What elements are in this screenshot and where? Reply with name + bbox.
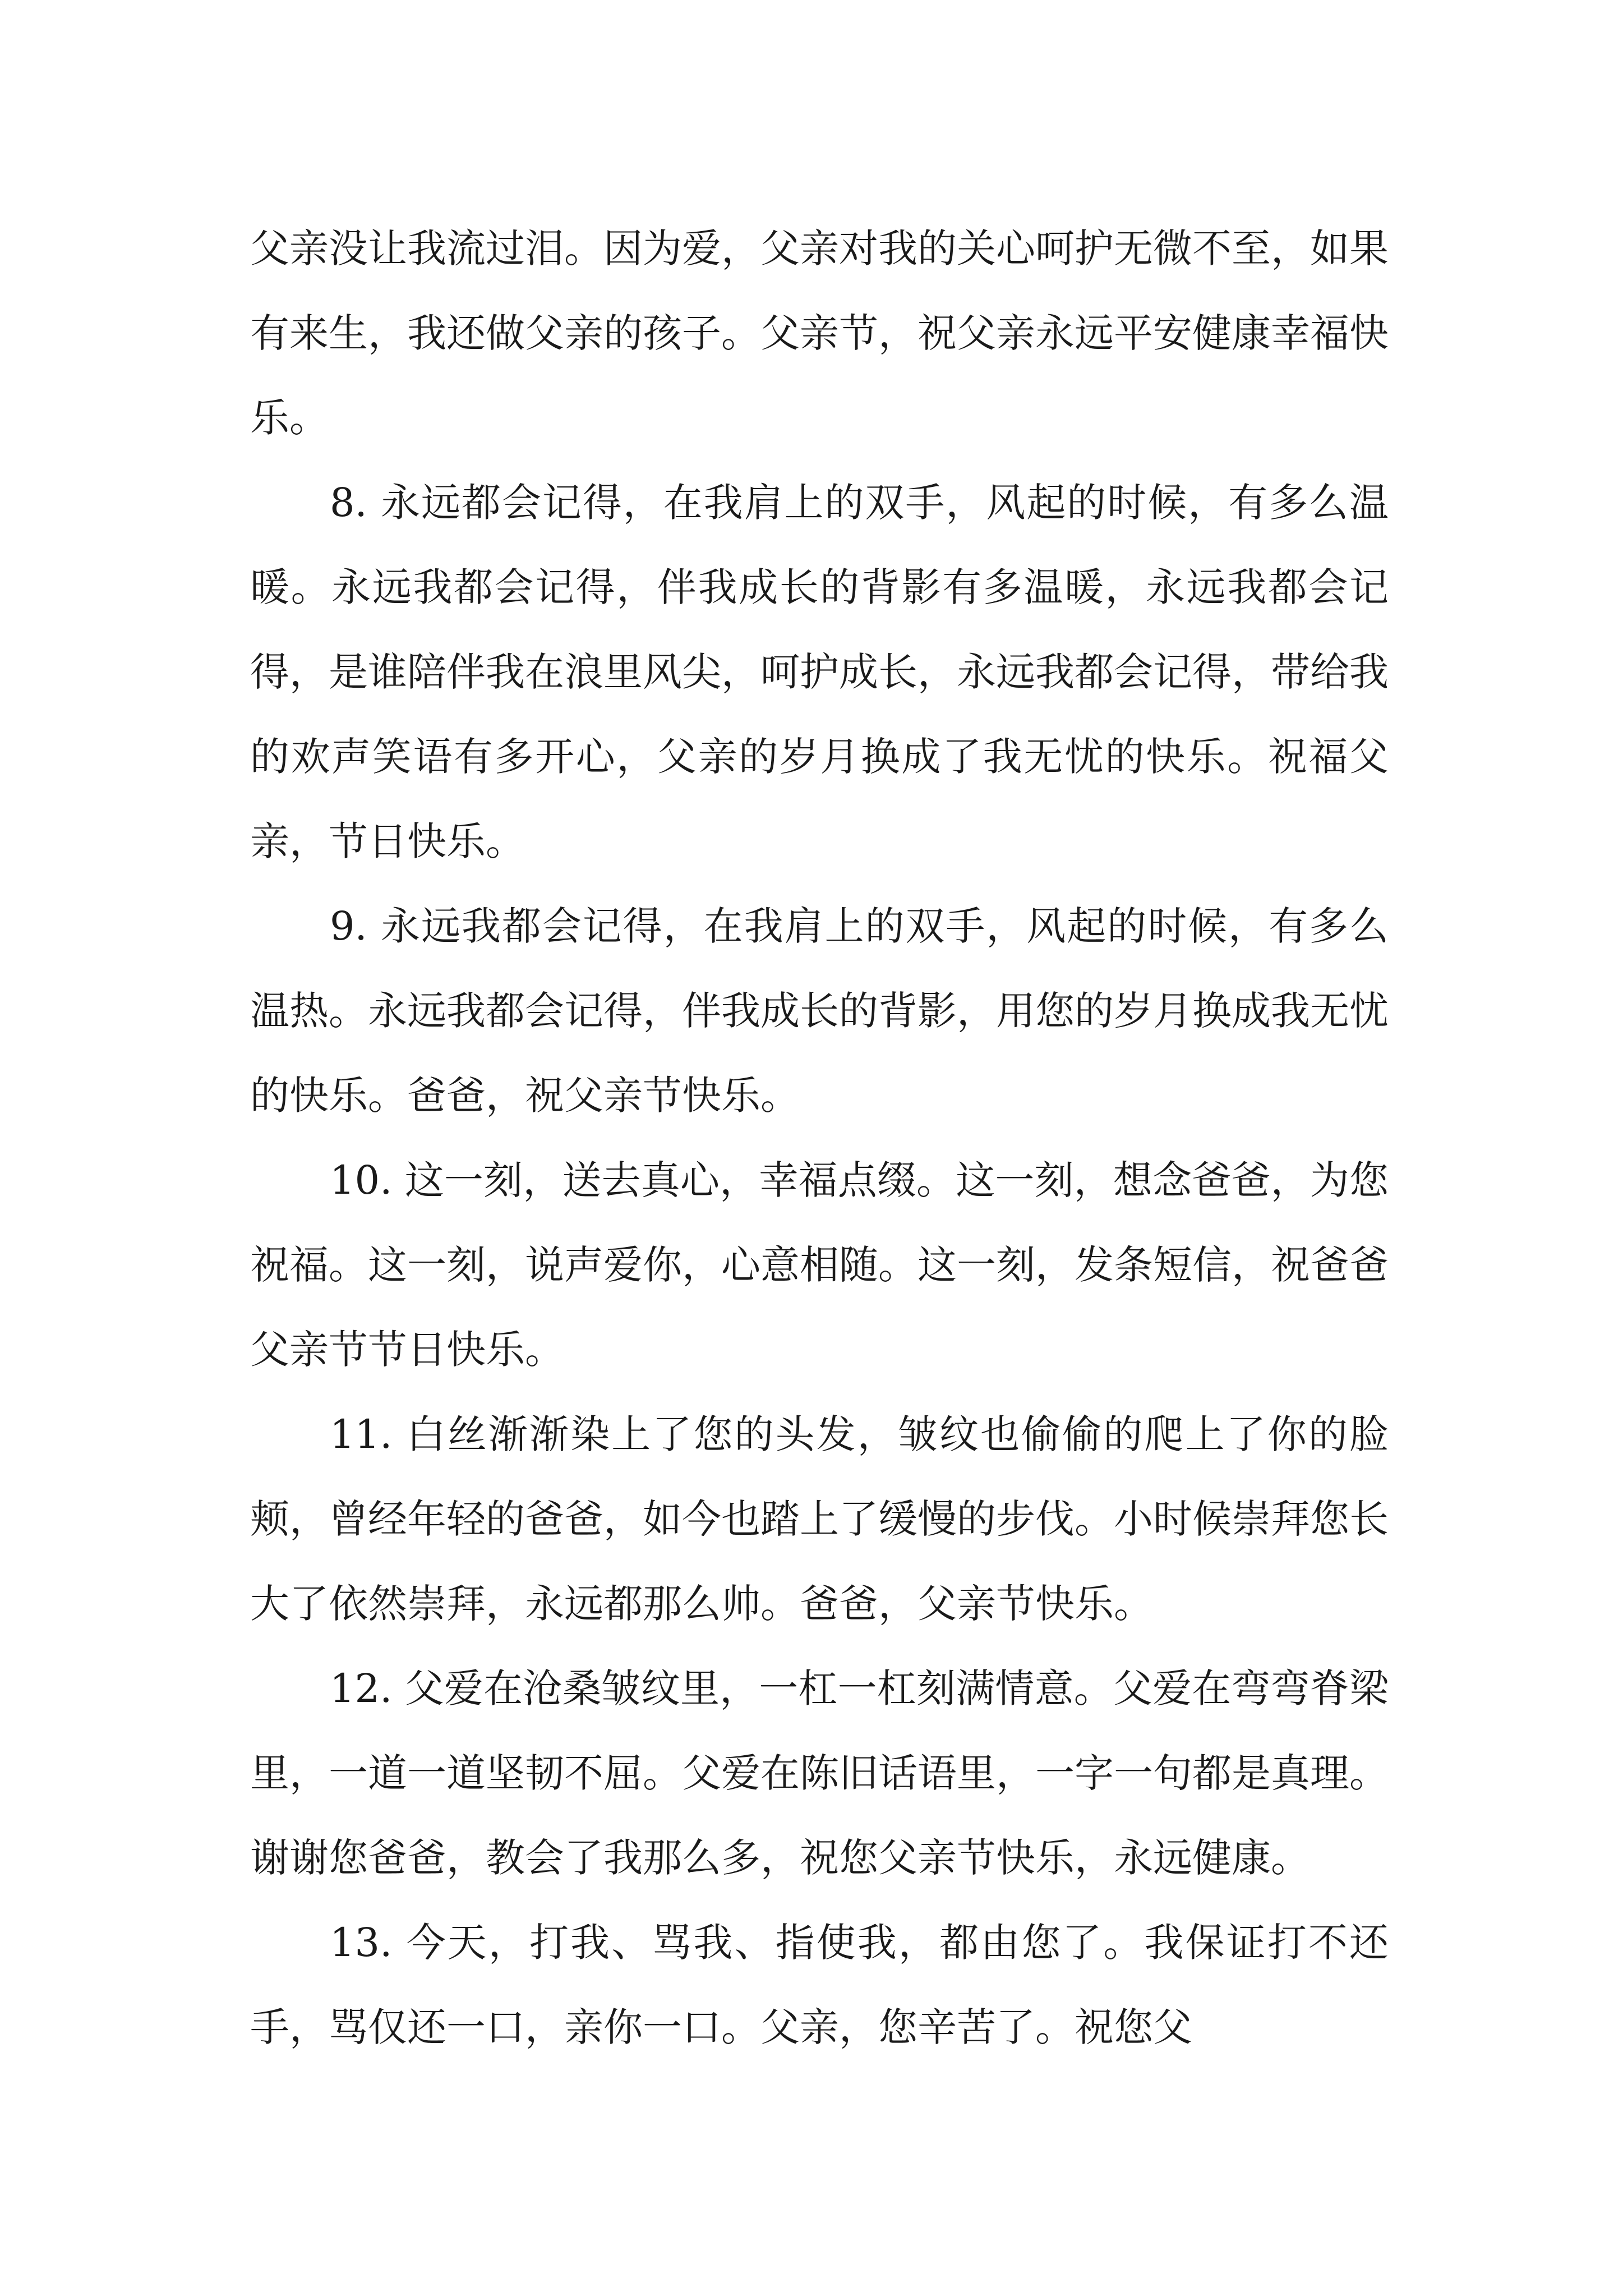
- paragraph-item-11: 11. 白丝渐渐染上了您的头发，皱纹也偷偷的爬上了你的脸颊，曾经年轻的爸爸，如今也踏上了缓慢的步伐。小时候崇拜您长大了依然崇拜，永远都那么帅。爸爸，父亲节快乐。: [250, 1411, 1389, 1627]
- paragraph-item-13: 13. 今天，打我、骂我、指使我，都由您了。我保证打不还手，骂仅还一口，亲你一口。父亲，您辛苦了。祝您父: [250, 1920, 1389, 2050]
- paragraph-item-12: 12. 父爱在沧桑皱纹里，一杠一杠刻满情意。父爱在弯弯脊梁里，一道一道坚韧不屈。父爱在陈旧话语里，一字一句都是真理。谢谢您爸爸，教会了我那么多，祝您父亲节快乐，永远健康。: [250, 1665, 1389, 1881]
- paragraph-item-9: 9. 永远我都会记得，在我肩上的双手，风起的时候，有多么温热。永远我都会记得，伴我成长的背影，用您的岁月换成我无忧的快乐。爸爸，祝父亲节快乐。: [250, 903, 1389, 1119]
- paragraph-item-8: 8. 永远都会记得，在我肩上的双手，风起的时候，有多么温暖。永远我都会记得，伴我成长的背影有多温暖，永远我都会记得，是谁陪伴我在浪里风尖，呵护成长，永远我都会记得，带给我的欢声笑语有多开心，父亲的岁月换成了我无忧的快乐。祝福父亲，节日快乐。: [250, 480, 1389, 864]
- paragraph-continued: 父亲没让我流过泪。因为爱，父亲对我的关心呵护无微不至，如果有来生，我还做父亲的孩子。父亲节，祝父亲永远平安健康幸福快乐。: [250, 226, 1389, 441]
- document-body: [250, 206, 1389, 2070]
- paragraph-item-10: 10. 这一刻，送去真心，幸福点缀。这一刻，想念爸爸，为您祝福。这一刻，说声爱你，心意相随。这一刻，发条短信，祝爸爸父亲节节日快乐。: [250, 1157, 1389, 1373]
